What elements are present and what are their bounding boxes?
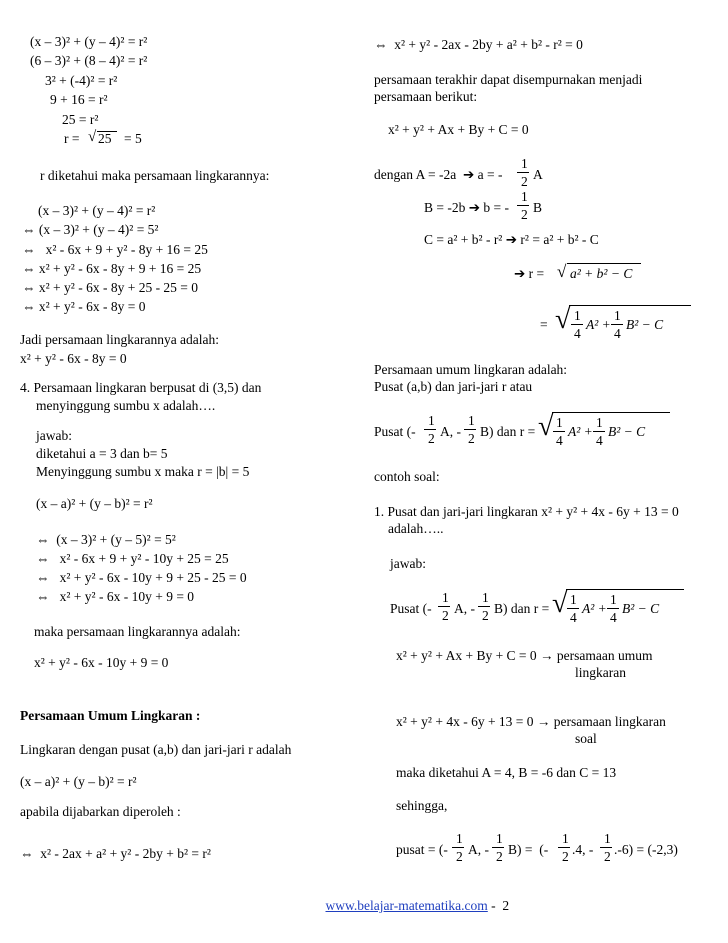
- fraction-numerator: 1: [496, 831, 503, 846]
- fraction-numerator: 1: [562, 831, 569, 846]
- sqrt-bar: [569, 305, 691, 306]
- fraction-bar: [424, 429, 436, 430]
- eq-line: ⇔ x² + y² - 6x - 8y = 0: [22, 299, 146, 314]
- fraction-numerator: 1: [428, 413, 435, 428]
- eq-part: Pusat (-: [374, 424, 416, 439]
- eq-part: B) dan r =: [494, 601, 550, 616]
- eq-line: ⇔ x² + y² - 2ax - 2by + a² + b² - r² = 0: [374, 37, 583, 52]
- sqrt-icon: √: [555, 304, 571, 335]
- eq-line: x² + y² - 6x - 8y = 0: [20, 351, 127, 366]
- fraction-bar: [593, 431, 605, 432]
- fraction-denominator: 2: [496, 849, 503, 864]
- eq-line: 25 = r²: [62, 112, 99, 127]
- eq-part: .4, -: [572, 842, 594, 857]
- fraction-denominator: 4: [570, 610, 577, 625]
- example-1: adalah…..: [388, 521, 444, 536]
- fraction-denominator: 4: [614, 326, 621, 341]
- fraction-denominator: 4: [596, 433, 603, 448]
- fraction-bar: [553, 431, 565, 432]
- fraction-denominator: 4: [610, 610, 617, 625]
- eq-line: ⇔ (x – 3)² + (y – 4)² = 5²: [22, 222, 159, 237]
- text-line: Persamaan umum lingkaran adalah:: [374, 362, 568, 377]
- eq-line: ⇔ x² + y² - 6x - 10y + 9 + 25 - 25 = 0: [36, 570, 247, 585]
- eq-line: x² + y² + Ax + By + C = 0 → persamaan umum: [396, 648, 653, 663]
- text-line: persamaan berikut:: [374, 89, 478, 104]
- fraction-bar: [517, 172, 529, 173]
- eq-line: ⇔ x² - 6x + 9 + y² - 10y + 25 = 25: [36, 551, 229, 566]
- fraction-numerator: 1: [442, 590, 449, 605]
- text-line: lingkaran: [575, 665, 626, 680]
- eq-part: B) = (-: [508, 842, 549, 857]
- eq-part: A, -: [440, 424, 461, 439]
- eq-part: A² +: [568, 424, 593, 439]
- eq-line: r =: [64, 131, 80, 146]
- fraction-bar: [600, 847, 612, 848]
- fraction-bar: [607, 608, 619, 609]
- fraction-bar: [438, 606, 450, 607]
- eq-line: ⇔ x² + y² - 6x - 10y + 9 = 0: [36, 589, 195, 604]
- eq-part: B: [533, 200, 543, 215]
- eq-part: A² +: [586, 317, 611, 332]
- fraction-numerator: 1: [521, 156, 528, 171]
- fraction-numerator: 1: [610, 592, 617, 607]
- eq-line: 3² + (-4)² = r²: [45, 73, 118, 88]
- sqrt-arg: 25: [98, 131, 112, 146]
- section-heading: Persamaan Umum Lingkaran :: [20, 708, 201, 723]
- fraction-denominator: 2: [521, 207, 528, 222]
- eq-line: 9 + 16 = r²: [50, 92, 108, 107]
- eq-line: (6 – 3)² + (8 – 4)² = r²: [30, 53, 148, 68]
- eq-line: x² + y² + 4x - 6y + 13 = 0 → persamaan lingkaran: [396, 714, 666, 729]
- problem-4: 4. Persamaan lingkaran berpusat di (3,5) dan: [20, 380, 262, 395]
- fraction-numerator: 1: [521, 189, 528, 204]
- text-line: jawab:: [390, 556, 426, 571]
- text-line: maka diketahui A = 4, B = -6 dan C = 13: [396, 765, 617, 780]
- eq-line: (x – a)² + (y – b)² = r²: [36, 496, 153, 511]
- eq-line: C = a² + b² - r² ➔ r² = a² + b² - C: [424, 232, 599, 247]
- text-line: maka persamaan lingkarannya adalah:: [34, 624, 241, 639]
- fraction-denominator: 2: [482, 608, 489, 623]
- problem-4: menyinggung sumbu x adalah….: [36, 398, 216, 413]
- eq-part: .-6) = (-2,3): [614, 842, 678, 857]
- page-number: - 2: [487, 898, 510, 913]
- fraction-bar: [517, 205, 529, 206]
- eq-part: =: [540, 317, 548, 332]
- example-1: 1. Pusat dan jari-jari lingkaran x² + y² + 4x - 6y + 13 = 0: [374, 504, 679, 519]
- fraction-bar: [571, 324, 583, 325]
- sqrt-bar: [566, 589, 684, 590]
- fraction-denominator: 2: [468, 431, 475, 446]
- fraction-numerator: 1: [556, 415, 563, 430]
- eq-part: A, -: [454, 601, 475, 616]
- text-line: Jadi persamaan lingkarannya adalah:: [20, 332, 220, 347]
- eq-part: A: [533, 167, 543, 182]
- eq-part: Pusat (-: [390, 601, 432, 616]
- sqrt-arg: a² + b² − C: [570, 266, 633, 281]
- website-link[interactable]: www.belajar-matematika.com: [325, 898, 488, 913]
- text-line: diketahui a = 3 dan b= 5: [36, 446, 168, 461]
- eq-part: A² +: [582, 601, 607, 616]
- sqrt-icon: √: [552, 588, 568, 619]
- text-line: Menyinggung sumbu x maka r = |b| = 5: [36, 464, 250, 479]
- page-footer: [312, 882, 509, 930]
- fraction-denominator: 2: [428, 431, 435, 446]
- text-line: soal: [575, 731, 597, 746]
- eq-line: ⇔ (x – 3)² + (y – 5)² = 5²: [36, 532, 176, 547]
- text-line: Lingkaran dengan pusat (a,b) dan jari-jari r adalah: [20, 742, 292, 757]
- eq-line: B = -2b ➔ b = -: [424, 200, 510, 215]
- eq-part: B² − C: [622, 601, 660, 616]
- fraction-bar: [452, 847, 464, 848]
- fraction-numerator: 1: [596, 415, 603, 430]
- fraction-numerator: 1: [604, 831, 611, 846]
- fraction-numerator: 1: [570, 592, 577, 607]
- sqrt-icon: √: [538, 411, 554, 442]
- fraction-numerator: 1: [482, 590, 489, 605]
- eq-line: x² + y² + Ax + By + C = 0: [388, 122, 529, 137]
- sqrt-bar: [552, 412, 670, 413]
- eq-line: ⇔ x² - 6x + 9 + y² - 8y + 16 = 25: [22, 242, 208, 257]
- fraction-bar: [492, 847, 504, 848]
- fraction-denominator: 2: [456, 849, 463, 864]
- text-line: contoh soal:: [374, 469, 440, 484]
- eq-line: (x – a)² + (y – b)² = r²: [20, 774, 137, 789]
- text-line: persamaan terakhir dapat disempurnakan menjadi: [374, 72, 643, 87]
- eq-line: ⇔ x² - 2ax + a² + y² - 2by + b² = r²: [20, 846, 211, 861]
- eq-line: ⇔ x² + y² - 6x - 8y + 9 + 16 = 25: [22, 261, 202, 276]
- eq-line: dengan A = -2a ➔ a = -: [374, 167, 503, 182]
- eq-part: B² − C: [608, 424, 646, 439]
- fraction-denominator: 4: [556, 433, 563, 448]
- fraction-numerator: 1: [614, 308, 621, 323]
- text-line: apabila dijabarkan diperoleh :: [20, 804, 181, 819]
- fraction-denominator: 2: [604, 849, 611, 864]
- eq-part: B² − C: [626, 317, 664, 332]
- sqrt-icon: √: [88, 129, 97, 145]
- fraction-denominator: 2: [562, 849, 569, 864]
- eq-part: ➔ r =: [514, 266, 545, 281]
- eq-line: (x – 3)² + (y – 4)² = r²: [38, 203, 156, 218]
- text-line: r diketahui maka persamaan lingkarannya:: [40, 168, 270, 183]
- fraction-numerator: 1: [456, 831, 463, 846]
- eq-line: x² + y² - 6x - 10y + 9 = 0: [34, 655, 169, 670]
- eq-line: (x – 3)² + (y – 4)² = r²: [30, 34, 148, 49]
- eq-line: ⇔ x² + y² - 6x - 8y + 25 - 25 = 0: [22, 280, 199, 295]
- fraction-denominator: 4: [574, 326, 581, 341]
- eq-part: pusat = (-: [396, 842, 448, 857]
- text-line: sehingga,: [396, 798, 448, 813]
- fraction-numerator: 1: [574, 308, 581, 323]
- sqrt-bar: [567, 263, 641, 264]
- fraction-bar: [558, 847, 570, 848]
- eq-part: B) dan r =: [480, 424, 536, 439]
- fraction-bar: [611, 324, 623, 325]
- fraction-bar: [478, 606, 490, 607]
- sqrt-icon: √: [557, 262, 567, 281]
- fraction-denominator: 2: [442, 608, 449, 623]
- fraction-denominator: 2: [521, 174, 528, 189]
- eq-line: = 5: [124, 131, 142, 146]
- eq-part: A, -: [468, 842, 489, 857]
- fraction-bar: [567, 608, 579, 609]
- fraction-bar: [464, 429, 476, 430]
- text-line: jawab:: [36, 428, 72, 443]
- text-line: Pusat (a,b) dan jari-jari r atau: [374, 379, 533, 394]
- fraction-numerator: 1: [468, 413, 475, 428]
